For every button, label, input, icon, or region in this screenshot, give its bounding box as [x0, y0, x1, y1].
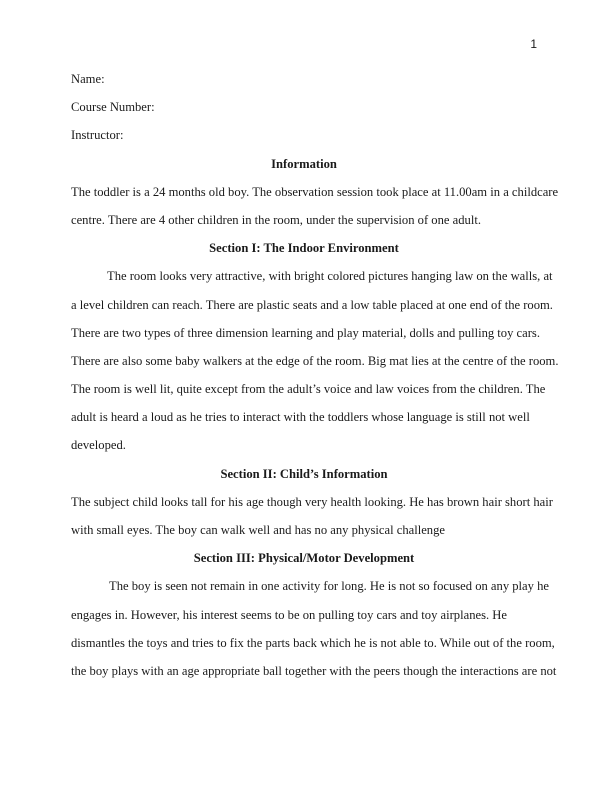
paragraph-line: centre. There are 4 other children in the room, under the supervision of one adult.: [71, 212, 481, 227]
physical-motor-heading: Section III: Physical/Motor Development: [193, 551, 415, 566]
childs-information-heading: Section II: Child’s Information: [220, 466, 388, 481]
document-body: [71, 65, 559, 685]
course-number-field: Course Number:: [71, 100, 155, 115]
paragraph-line: engages in. However, his interest seems to be on pulling toy cars and toy airplanes. He: [71, 607, 507, 622]
paragraph-line: The subject child looks tall for his age though very health looking. He has brown hair short hair: [71, 494, 553, 509]
paragraph-line: the boy plays with an age appropriate ball together with the peers though the interactions are not: [71, 663, 557, 678]
paragraph-line: The room looks very attractive, with bright colored pictures hanging law on the walls, at: [107, 269, 553, 284]
paragraph-line: dismantles the toys and tries to fix the parts back which he is not able to. While out of the room,: [71, 635, 555, 650]
paragraph-line: The room is well lit, quite except from the adult’s voice and law voices from the children. The: [71, 382, 546, 397]
paragraph-line: with small eyes. The boy can walk well and has no any physical challenge: [71, 523, 445, 537]
page-number: 1: [530, 37, 537, 51]
indoor-environment-heading: Section I: The Indoor Environment: [209, 241, 399, 256]
paragraph-line: a level children can reach. There are plastic seats and a low table placed at one end of the room.: [71, 297, 553, 312]
paragraph-line: adult is heard a loud as he tries to interact with the toddlers whose language is still not well: [71, 410, 530, 425]
name-field: Name:: [71, 72, 105, 86]
information-heading: Information: [271, 156, 337, 171]
paragraph-line: The boy is seen not remain in one activity for long. He is not so focused on any play he: [109, 579, 549, 594]
paragraph-line: There are also some baby walkers at the edge of the room. Big mat lies at the centre of the room.: [71, 353, 559, 368]
paragraph-line: There are two types of three dimension learning and play material, dolls and pulling toy cars.: [71, 325, 540, 340]
paragraph-line: The toddler is a 24 months old boy. The observation session took place at 11.00am in a childcare: [71, 184, 559, 199]
instructor-field: Instructor:: [71, 128, 124, 143]
paragraph-line: developed.: [71, 438, 126, 453]
